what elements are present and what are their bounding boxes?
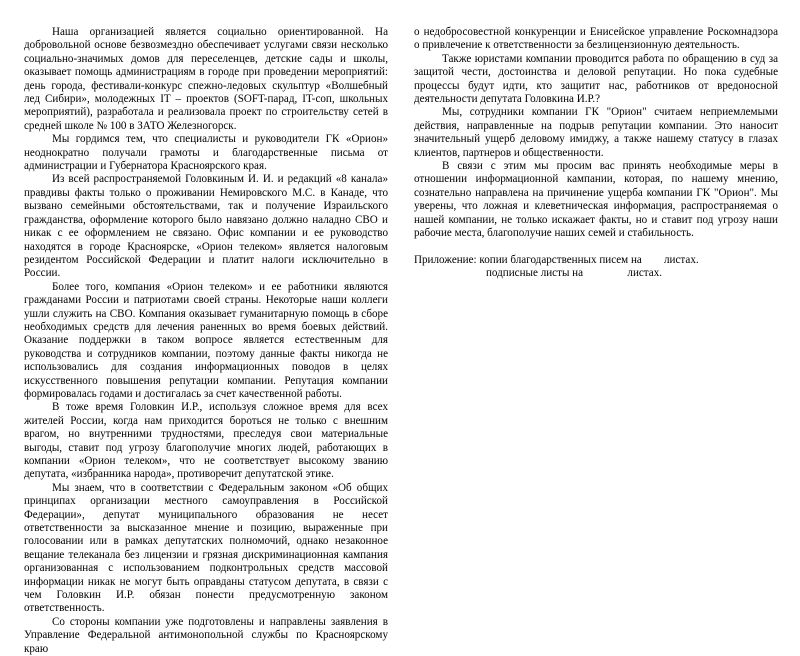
paragraph: о недобросовестной конкуренции и Енисейское управление Роскомнадзора о привлечение к ответственности за безлицензионную деятельность. xyxy=(414,26,778,52)
paragraph: Наша организацией является социально ориентированной. На добровольной основе безвозмездно обеспечивает услугами связи несколько социально-значимых домов для переселенцев, детские сады и школы, оказывает помощь администрациям в городе при проведении мероприятий: день города, фестивали-конкурс спежно-ледовых скульптур «Волшебный лед Сибири», молодежных IT – проектов (SOFT-парад, IT-соп, школьных мероприятий), разработала и реализовала проект по строительству сетей в средней школе № 100 в ЗАТО Железногорск. xyxy=(24,26,388,132)
paragraph: Также юристами компании проводится работа по обращению в суд за защитой чести, достоинства и деловой репутации. Но пока судебные процессы будут идти, кто защитит нас, работников от вредоносной деятельности депутата Головкина И.Р.? xyxy=(414,52,778,106)
appendix-line-signature-sheets: подписные листы на листах. xyxy=(486,266,663,279)
appendix-block xyxy=(414,254,778,281)
paragraph: Более того, компания «Орион телеком» и ее работники являются гражданами России и патриотами своей страны. Некоторые наши коллеги ушли служить на СВО. Компания оказывает гуманитарную помощь в сборе необходимых средств для лечения раненных во время боевых действий. Оказание поддержки в таком вопросе является естественным для руководства и сотрудников компании, поэтому данные факты никогда не использовались для создания информационных поводов в целях искусственного повышения репутации компании. Репутация компании формировалась годами и достигалась за счет качественной работы. xyxy=(24,280,388,400)
paragraph: Мы, сотрудники компании ГК "Орион" считаем неприемлемыми действия, направленные на подрыв репутации компании. Это наносит значительный ущерб деловому имиджу, а также нашему статусу в глазах клиентов, партнеров и общественности. xyxy=(414,106,778,159)
right-column xyxy=(414,26,778,280)
paragraph: В связи с этим мы просим вас принять необходимые меры в отношении информационной кампании, которая, по нашему мнению, сознательно направлена на причинение ущерба компании ГК "Орион". Мы уверены, что ложная и клеветническая информация, распространяемая о нашей компании, не только искажает факты, но и ставит под угрозу наши рабочие места, благополучие наших семей и стабильность. xyxy=(414,160,778,240)
left-column xyxy=(24,26,388,656)
paragraph: Со стороны компании уже подготовлены и направлены заявления в Управление Федеральной антимонопольной службы по Красноярскому краю xyxy=(24,615,388,655)
paragraph: Из всей распространяемой Головкиным И. И. и редакций «8 канала» правдивы факты только о проживании Немировского М.С. в Канаде, что вызвано семейными обстоятельствами, так и получение Израильского гражданства, оформление которого было навязано должно наладно CBO и никак с ее оформлением не связано. Офис компании и ее руководство находятся в городе Красноярске, «Орион телеком» является налоговым резидентом Российской Федерации и платит налоги исключительно в России. xyxy=(24,173,388,280)
paragraph: В тоже время Головкин И.Р., используя сложное время для всех жителей России, когда нам приходится бороться не только с внешним врагом, но внутренними трудностями, преследуя свои материальные выгоды, ставит под угрозу благополучие многих людей, работающих в компании «Орион телеком», что не соответствует высокому званию депутата, «избранника народа», противоречит депутатской этике. xyxy=(24,401,388,481)
paragraph: Мы знаем, что в соответствии с Федеральным законом «Об общих принципах организации местного самоуправления в Российской Федерации», депутат муниципального образования не несет ответственности за высказанное мнение и позицию, выраженные при голосовании или в рамках депутатских полномочий, однако незаконное вещание телеканала без лицензии и грязная дискриминационная кампания организованная с использованием подконтрольных средств массовой информации никак не могут быть оправданы статусом депутата, в связи с чем Головкин И.Р. обязан понести предусмотренную законом ответственность. xyxy=(24,481,388,615)
paragraph: Мы гордимся тем, что специалисты и руководители ГК «Орион» неоднократно получали грамоты и благодарственные письма от администрации и Губернатора Красноярского края. xyxy=(24,133,388,173)
two-column-layout xyxy=(24,26,776,656)
appendix-line-attachments: Приложение: копии благодарственных писем на листах. xyxy=(414,253,699,266)
